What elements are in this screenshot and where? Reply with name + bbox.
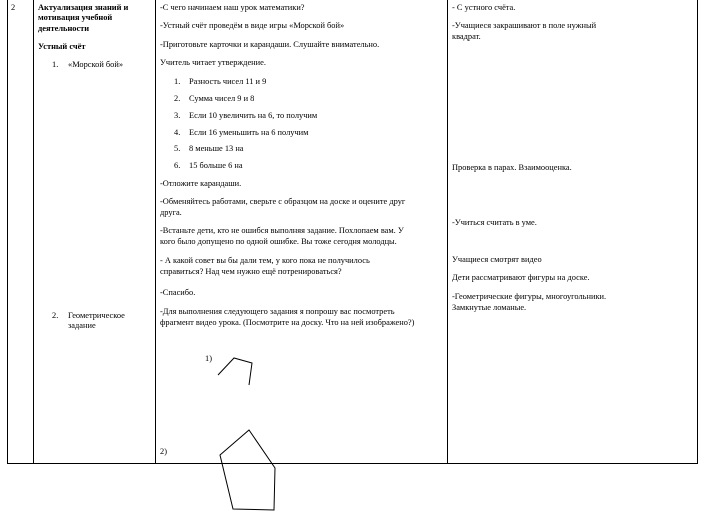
- teacher-thanks: -Спасибо.: [160, 288, 196, 297]
- student-learn: -Учиться считать в уме.: [452, 218, 537, 227]
- statement-4-number: 4.: [174, 128, 181, 137]
- teacher-stand-line-2: кого было допущено по одной ошибке. Вы тоже сегодня молодцы.: [160, 237, 397, 246]
- teacher-video-line-2: фрагмент видео урока. (Посмотрите на доску. Что на ней изображено?): [160, 318, 415, 327]
- stage-item-1-number: 1.: [52, 60, 59, 69]
- statement-1-number: 1.: [174, 77, 181, 86]
- teacher-advice-line-1: - А какой совет вы бы дали тем, у кого пока не получилось: [160, 256, 370, 265]
- stage-item-1-label: «Морской бой»: [68, 60, 124, 69]
- statement-5-number: 5.: [174, 144, 181, 153]
- stage-item-2-number: 2.: [52, 311, 59, 320]
- teacher-game-intro: -Устный счёт проведём в виде игры «Морской бой»: [160, 21, 345, 30]
- row-number: 2: [11, 3, 16, 12]
- teacher-stand-line-1: -Встаньте дети, кто не ошибся выполняя задание. Похлопаем вам. У: [160, 226, 404, 235]
- teacher-video-line-1: -Для выполнения следующего задания я попрошу вас посмотреть: [160, 307, 395, 316]
- student-answer-line-1: -Геометрические фигуры, многоугольники.: [452, 292, 607, 301]
- student-oral: - С устного счёта.: [452, 3, 516, 12]
- teacher-put-pencils: -Отложите карандаши.: [160, 179, 242, 188]
- teacher-advice-line-2: справиться? Над чем нужно ещё потренироваться?: [160, 267, 342, 276]
- student-figures: Дети рассматривают фигуры на доске.: [452, 273, 590, 282]
- stage-item-2-label-line-1: Геометрическое: [68, 311, 125, 320]
- student-mark-line-1: -Учащиеся закрашивают в поле нужный: [452, 21, 597, 30]
- stage-subtitle: Устный счёт: [38, 42, 86, 51]
- statement-6-number: 6.: [174, 161, 181, 170]
- statement-4-text: Если 16 уменьшить на 6 получим: [189, 128, 309, 137]
- teacher-question: -С чего начинаем наш урок математики?: [160, 3, 305, 12]
- figure-2-label: 2): [160, 447, 167, 456]
- teacher-reads: Учитель читает утверждение.: [160, 58, 266, 67]
- teacher-swap-line-1: -Обменяйтесь работами, сверьте с образцом на доске и оцените друг: [160, 197, 406, 206]
- open-broken-line-figure: [218, 358, 252, 385]
- teacher-prepare: -Приготовьте карточки и карандаши. Слушайте внимательно.: [160, 40, 380, 49]
- statement-6-text: 15 больше 6 на: [189, 161, 243, 170]
- student-watch: Учащиеся смотрят видео: [452, 255, 542, 264]
- stage-item-2-label-line-2: задание: [68, 321, 96, 330]
- statement-3-number: 3.: [174, 111, 181, 120]
- stage-title-line-2: мотивация учебной: [38, 13, 113, 22]
- statement-1-text: Разность чисел 11 и 9: [189, 77, 267, 86]
- student-pairs: Проверка в парах. Взаимооценка.: [452, 163, 572, 172]
- statement-2-text: Сумма чисел 9 и 8: [189, 94, 255, 103]
- student-mark-line-2: квадрат.: [452, 32, 481, 41]
- statement-3-text: Если 10 увеличить на 6, то получим: [189, 111, 318, 120]
- stage-title-line-1: Актуализация знаний и: [38, 3, 129, 12]
- stage-title-line-3: деятельности: [38, 24, 90, 33]
- statement-2-number: 2.: [174, 94, 181, 103]
- closed-broken-line-figure: [220, 430, 275, 510]
- statement-5-text: 8 меньше 13 на: [189, 144, 244, 153]
- student-answer-line-2: Замкнутые ломаные.: [452, 303, 527, 312]
- figure-1-label: 1): [205, 354, 212, 363]
- teacher-swap-line-2: друга.: [160, 208, 182, 217]
